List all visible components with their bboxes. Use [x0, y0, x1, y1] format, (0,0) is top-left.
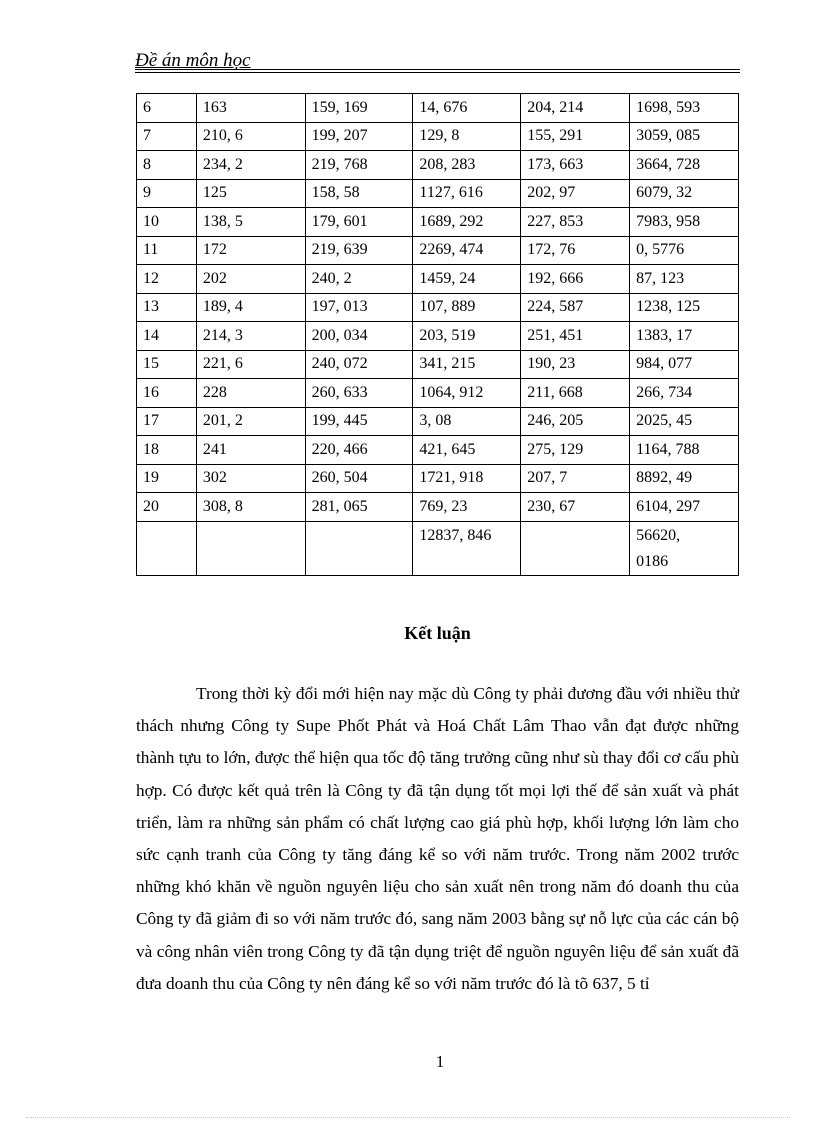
table-row [137, 122, 739, 151]
table-cell: 10 [137, 208, 197, 237]
table-total-cell [196, 521, 305, 575]
table-cell: 179, 601 [305, 208, 413, 237]
table-cell: 7983, 958 [630, 208, 739, 237]
table-row [137, 151, 739, 180]
page-bottom-border [26, 1117, 790, 1118]
table-cell: 211, 668 [521, 379, 630, 408]
table-cell: 172 [196, 236, 305, 265]
table-cell: 138, 5 [196, 208, 305, 237]
table-cell: 155, 291 [521, 122, 630, 151]
table-cell: 769, 23 [413, 493, 521, 522]
table-cell: 202, 97 [521, 179, 630, 208]
conclusion-paragraph: Trong thời kỳ đổi mới hiện nay mặc dù Công ty phải đương đầu với nhiều thử thách nhưng Công ty Supe Phốt Phát và Hoá Chất Lâm Thao vẫn đạt được những thành tựu to lớn, được thể hiện qua tốc độ tăng trưởng cũng như sù thay đổi cơ cấu phù hợp. Có được kết quả trên là Công ty đã tận dụng tốt mọi lợi thế để sản xuất và phát triển, làm ra những sản phẩm có chất lượng cao giá phù hợp, khối lượng lớn làm cho sức cạnh tranh của Công ty tăng đáng kể so với năm trước. Trong năm 2002 trước những khó khăn về nguồn nguyên liệu cho sản xuất nên trong năm đó doanh thu của Công ty đã giảm đi so với năm trước đó, sang năm 2003 bằng sự nỗ lực của các cán bộ và công nhân viên trong Công ty đã tận dụng triệt để nguồn nguyên liệu để sản xuất đã đưa doanh thu của Công ty nên đáng kể so với năm trước đó là tõ 637, 5 tỉ [136, 684, 739, 993]
table-cell: 163 [196, 94, 305, 123]
table-cell: 14 [137, 322, 197, 351]
table-cell: 1164, 788 [630, 436, 739, 465]
table-row [137, 322, 739, 351]
table-cell: 421, 645 [413, 436, 521, 465]
table-cell: 7 [137, 122, 197, 151]
table-cell: 6079, 32 [630, 179, 739, 208]
table-total-row [137, 521, 739, 575]
table-cell: 219, 639 [305, 236, 413, 265]
table-cell: 227, 853 [521, 208, 630, 237]
table-cell: 219, 768 [305, 151, 413, 180]
table-cell: 12 [137, 265, 197, 294]
table-row [137, 208, 739, 237]
table-cell: 240, 072 [305, 350, 413, 379]
table-cell: 1064, 912 [413, 379, 521, 408]
table-cell: 158, 58 [305, 179, 413, 208]
table-row [137, 265, 739, 294]
header-rule-double [135, 72, 740, 73]
table-cell: 207, 7 [521, 464, 630, 493]
table-cell: 189, 4 [196, 293, 305, 322]
table-cell: 6 [137, 94, 197, 123]
table-total-cell [305, 521, 413, 575]
table-cell: 13 [137, 293, 197, 322]
page-number: 1 [435, 1052, 445, 1071]
table-cell: 20 [137, 493, 197, 522]
table-cell: 228 [196, 379, 305, 408]
table-cell: 224, 587 [521, 293, 630, 322]
table-cell: 173, 663 [521, 151, 630, 180]
table-cell: 199, 207 [305, 122, 413, 151]
table-cell: 197, 013 [305, 293, 413, 322]
table-cell: 2025, 45 [630, 407, 739, 436]
table-row [137, 379, 739, 408]
conclusion-heading: Kết luận [404, 623, 471, 643]
table-cell: 251, 451 [521, 322, 630, 351]
table-cell: 201, 2 [196, 407, 305, 436]
table-cell: 125 [196, 179, 305, 208]
table-cell: 302 [196, 464, 305, 493]
table-cell: 107, 889 [413, 293, 521, 322]
table-cell: 208, 283 [413, 151, 521, 180]
table-cell: 11 [137, 236, 197, 265]
table-row [137, 236, 739, 265]
table-cell: 275, 129 [521, 436, 630, 465]
table-cell: 172, 76 [521, 236, 630, 265]
table-cell: 210, 6 [196, 122, 305, 151]
table-cell: 8892, 49 [630, 464, 739, 493]
table-cell: 8 [137, 151, 197, 180]
table-row [137, 179, 739, 208]
table-cell: 3, 08 [413, 407, 521, 436]
table-total-cell: 12837, 846 [413, 521, 521, 575]
table-total-cell [521, 521, 630, 575]
table-cell: 129, 8 [413, 122, 521, 151]
table-cell: 1383, 17 [630, 322, 739, 351]
table-cell: 14, 676 [413, 94, 521, 123]
table-cell: 260, 504 [305, 464, 413, 493]
table-cell: 202 [196, 265, 305, 294]
table-cell: 1689, 292 [413, 208, 521, 237]
table-cell: 341, 215 [413, 350, 521, 379]
table-cell: 200, 034 [305, 322, 413, 351]
table-cell: 234, 2 [196, 151, 305, 180]
table-cell: 159, 169 [305, 94, 413, 123]
table-row [137, 407, 739, 436]
table-cell: 214, 3 [196, 322, 305, 351]
table-cell: 17 [137, 407, 197, 436]
table-row [137, 436, 739, 465]
table-row [137, 293, 739, 322]
table-cell: 3664, 728 [630, 151, 739, 180]
table-cell: 230, 67 [521, 493, 630, 522]
table-row [137, 493, 739, 522]
header-rule [135, 69, 740, 70]
table-cell: 16 [137, 379, 197, 408]
table-row [137, 350, 739, 379]
table-row [137, 464, 739, 493]
table-cell: 18 [137, 436, 197, 465]
header-title: Đề án môn học [135, 50, 251, 71]
table-cell: 2269, 474 [413, 236, 521, 265]
table-cell: 281, 065 [305, 493, 413, 522]
table-cell: 9 [137, 179, 197, 208]
page-header [135, 50, 740, 74]
table-cell: 241 [196, 436, 305, 465]
table-cell: 220, 466 [305, 436, 413, 465]
table-cell: 1698, 593 [630, 94, 739, 123]
table-total-cell [137, 521, 197, 575]
table-cell: 6104, 297 [630, 493, 739, 522]
table-cell: 192, 666 [521, 265, 630, 294]
data-table [136, 93, 739, 576]
table-cell: 308, 8 [196, 493, 305, 522]
table-cell: 3059, 085 [630, 122, 739, 151]
table-cell: 15 [137, 350, 197, 379]
table-total-value: 56620, 0186 [636, 526, 681, 570]
table-cell: 266, 734 [630, 379, 739, 408]
table-cell: 204, 214 [521, 94, 630, 123]
table-row [137, 94, 739, 123]
table-cell: 221, 6 [196, 350, 305, 379]
table-cell: 87, 123 [630, 265, 739, 294]
table-cell: 1127, 616 [413, 179, 521, 208]
table-total-cell [630, 521, 739, 575]
table-cell: 260, 633 [305, 379, 413, 408]
table-cell: 246, 205 [521, 407, 630, 436]
table-cell: 984, 077 [630, 350, 739, 379]
table-cell: 1238, 125 [630, 293, 739, 322]
table-cell: 19 [137, 464, 197, 493]
table-cell: 1721, 918 [413, 464, 521, 493]
table-body [137, 94, 739, 576]
table-cell: 240, 2 [305, 265, 413, 294]
table-cell: 1459, 24 [413, 265, 521, 294]
table-cell: 0, 5776 [630, 236, 739, 265]
table-cell: 199, 445 [305, 407, 413, 436]
table-cell: 203, 519 [413, 322, 521, 351]
table-cell: 190, 23 [521, 350, 630, 379]
